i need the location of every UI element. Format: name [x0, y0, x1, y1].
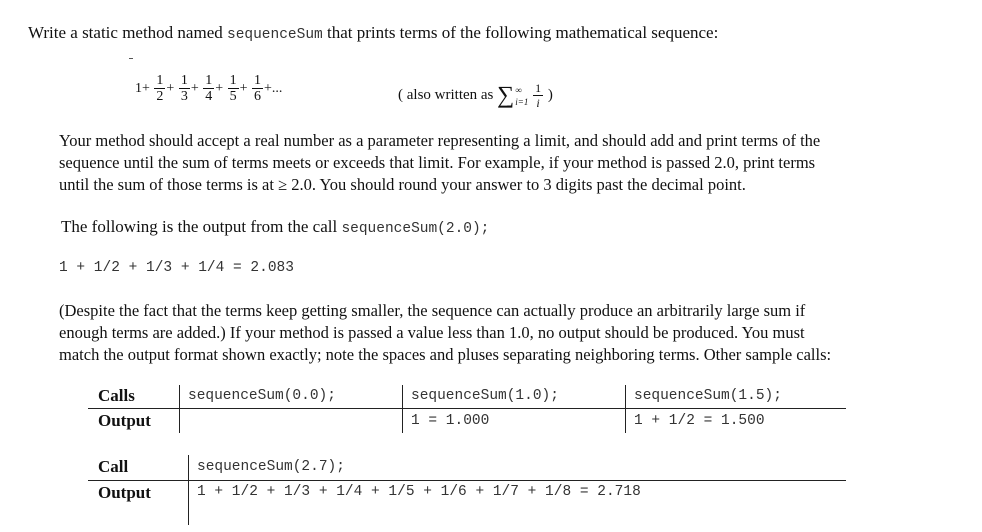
- also-suffix: ): [544, 87, 553, 103]
- intro-prefix: Write a static method named: [28, 23, 227, 42]
- table-cell-output: 1 + 1/2 + 1/3 + 1/4 + 1/5 + 1/6 + 1/7 + 1/8 = 2.718: [197, 484, 641, 500]
- calls-label: Calls: [98, 386, 135, 405]
- table-cell-call: sequenceSum(1.5);: [634, 388, 782, 404]
- formula-plus: +: [142, 81, 150, 96]
- example-call: sequenceSum(2.0);: [341, 221, 490, 237]
- paragraph-1: [59, 130, 959, 196]
- formula-plus: +: [190, 81, 199, 96]
- paragraph-line: sequence until the sum of terms meets or exceeds that limit. For example, if your method is passed 2.0, print terms: [59, 153, 816, 172]
- paragraph-line: enough terms are added.) If your method is passed a value less than 1.0, no output should be produced. You must: [59, 323, 805, 342]
- paragraph-line: (Despite the fact that the terms keep getting smaller, the sequence can actually produce an arbitrarily large sum if: [59, 301, 806, 320]
- formula-term: $\frac{1}{6}$: [254, 73, 262, 104]
- table-cell-output: 1 = 1.000: [411, 413, 490, 429]
- table-column-divider: [625, 385, 626, 433]
- table-cell-call: sequenceSum(2.7);: [197, 459, 345, 475]
- paragraph-line: until the sum of those terms is at ≥ 2.0. You should round your answer to 3 digits past the decimal point.: [59, 175, 746, 194]
- example-intro: [61, 216, 489, 240]
- decorative-mark: [129, 58, 133, 59]
- table-column-divider: [188, 455, 189, 525]
- example-intro-prefix: The following is the output from the call: [61, 217, 342, 236]
- formula-plus: +: [215, 81, 224, 96]
- sum-fraction: $\frac{1}{i}$: [535, 80, 542, 110]
- table-cell-call: sequenceSum(1.0);: [411, 388, 559, 404]
- formula-term: $\frac{1}{2}$: [156, 73, 164, 104]
- intro-text: [28, 22, 718, 46]
- table-column-divider: [179, 385, 180, 433]
- paragraph-line: Your method should accept a real number as a parameter representing a limit, and should add and print terms of the: [59, 131, 821, 150]
- paragraph-line: match the output format shown exactly; note the spaces and pluses separating neighboring terms. Other sample calls:: [59, 345, 832, 364]
- table-cell-call: sequenceSum(0.0);: [188, 388, 336, 404]
- method-name: sequenceSum: [227, 27, 323, 43]
- sequence-formula: [135, 74, 282, 118]
- sum-limits: ∞ i=1: [515, 84, 529, 107]
- output-label: Output: [98, 483, 151, 502]
- formula-term: $\frac{1}{3}$: [180, 73, 188, 104]
- also-written: [398, 80, 553, 111]
- formula-ellipsis: +...: [264, 81, 283, 96]
- example-output: 1 + 1/2 + 1/3 + 1/4 = 2.083: [59, 260, 294, 276]
- sigma-symbol: ∑: [497, 82, 515, 109]
- formula-term: $\frac{1}{4}$: [205, 73, 213, 104]
- table-divider: [88, 480, 846, 481]
- output-label: Output: [98, 411, 151, 430]
- formula-plus: +: [166, 81, 175, 96]
- table-column-divider: [402, 385, 403, 433]
- table-cell-output: 1 + 1/2 = 1.500: [634, 413, 765, 429]
- paragraph-2: [59, 300, 959, 366]
- formula-plus: +: [239, 81, 248, 96]
- intro-suffix: that prints terms of the following mathematical sequence:: [322, 23, 719, 42]
- also-prefix: ( also written as: [398, 87, 498, 103]
- formula-lead: 1: [135, 81, 142, 96]
- call-label: Call: [98, 457, 129, 476]
- table-divider: [88, 408, 846, 409]
- formula-term: $\frac{1}{5}$: [229, 73, 237, 104]
